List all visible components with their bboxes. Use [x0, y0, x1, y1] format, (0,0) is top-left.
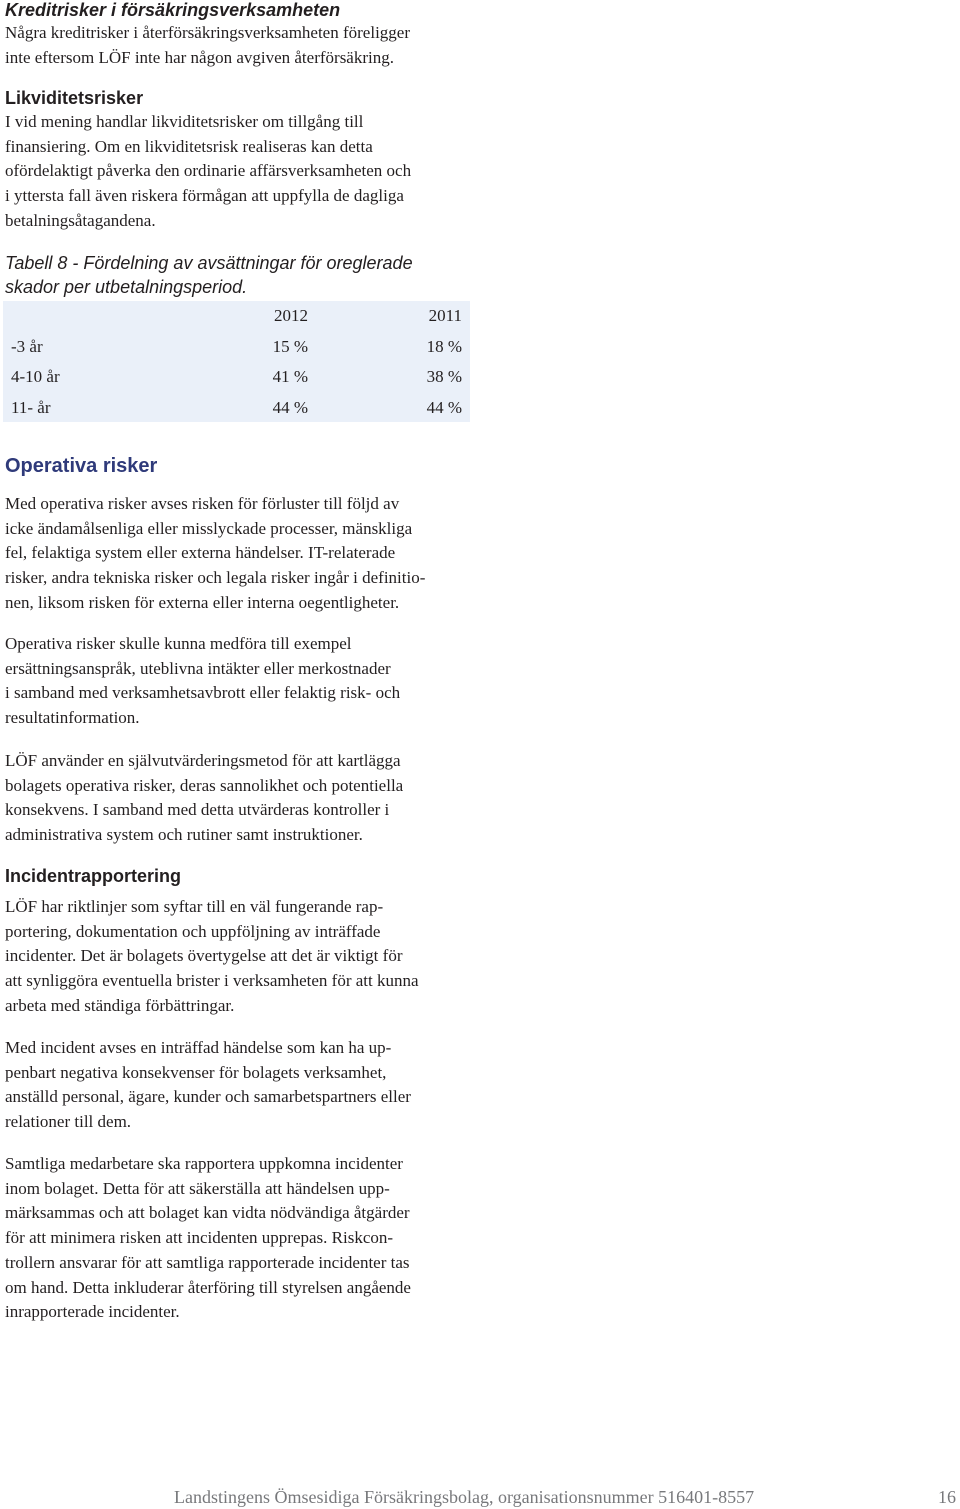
text-line: Några kreditrisker i återförsäkringsverksamheten föreligger [5, 23, 410, 42]
cell-2011: 38 % [426, 367, 462, 386]
text-line: att synliggöra eventuella brister i verksamheten för att kunna [5, 971, 419, 991]
text-line: inrapporterade incidenter. [5, 1302, 180, 1322]
cell-2012: 41 % [272, 367, 308, 386]
text-line: inte eftersom LÖF inte har någon avgiven återförsäkring. [5, 47, 394, 67]
text-line: risker, andra tekniska risker och legala risker ingår i definitio- [5, 568, 426, 588]
text-line: trollern ansvarar för att samtliga rapporterade incidenter tas [5, 1252, 410, 1272]
row-label: 4-10 år [11, 367, 60, 386]
likviditetsrisker-heading: Likviditetsrisker [5, 88, 144, 108]
cell-2012: 44 % [272, 398, 308, 417]
distribution-table [3, 301, 470, 422]
table-caption [5, 251, 475, 299]
text-line: i samband med verksamhetsavbrott eller felaktig risk- och [5, 683, 401, 703]
text-line: Med incident avses en inträffad händelse som kan ha up- [5, 1038, 392, 1057]
text-line: arbeta med ständiga förbättringar. [5, 995, 235, 1015]
table-row [3, 332, 470, 362]
text-line: Samtliga medarbetare ska rapportera uppkomna incidenter [5, 1154, 403, 1173]
incident-p1 [5, 895, 475, 1019]
cell-2011: 44 % [426, 398, 462, 417]
cell-2011: 18 % [426, 337, 462, 356]
text-line: LÖF har riktlinjer som syftar till en väl fungerande rap- [5, 897, 384, 916]
text-line: om hand. Detta inkluderar återföring till styrelsen angående [5, 1277, 411, 1297]
page-number: 16 [938, 1487, 956, 1507]
header-2011: 2011 [428, 306, 462, 325]
row-label: -3 år [11, 337, 43, 356]
text-line: penbart negativa konsekvenser för bolagets verksamhet, [5, 1062, 387, 1082]
text-line: administrativa system och rutiner samt instruktioner. [5, 825, 363, 845]
text-line: konsekvens. I samband med detta utvärderas kontroller i [5, 800, 390, 820]
text-line: LÖF använder en självutvärderingsmetod för att kartlägga [5, 751, 401, 770]
operativa-p2 [5, 632, 475, 731]
likviditetsrisker-body [5, 110, 475, 234]
text-line: anställd personal, ägare, kunder och samarbetspartners eller [5, 1087, 411, 1107]
incidentrapportering-heading: Incidentrapportering [5, 866, 182, 886]
text-line: icke ändamålsenliga eller misslyckade processer, mänskliga [5, 518, 413, 538]
text-line: nen, liksom risken för externa eller interna oegentligheter. [5, 592, 400, 612]
cell-2012: 15 % [272, 337, 308, 356]
header-2012: 2012 [274, 306, 308, 325]
text-line: ersättningsanspråk, uteblivna intäkter eller merkostnader [5, 658, 391, 678]
caption-line: skador per utbetalningsperiod. [5, 277, 248, 297]
table-header-row [3, 301, 470, 331]
text-line: för att minimera risken att incidenten upprepas. Riskcon- [5, 1228, 394, 1248]
text-line: i yttersta fall även riskera förmågan att uppfylla de dagliga [5, 186, 404, 206]
table-row [3, 393, 470, 423]
text-line: Operativa risker skulle kunna medföra till exempel [5, 634, 352, 653]
row-label: 11- år [11, 398, 51, 417]
text-line: Med operativa risker avses risken för förluster till följd av [5, 494, 400, 513]
table-row [3, 362, 470, 392]
operativa-risker-title: Operativa risker [5, 455, 158, 477]
caption-line: Tabell 8 - Fördelning av avsättningar för oreglerade [5, 253, 413, 273]
kreditrisker-heading: Kreditrisker i försäkringsverksamheten [5, 0, 341, 20]
incident-p2 [5, 1036, 475, 1135]
kreditrisker-body [5, 21, 475, 70]
text-line: märksammas och att bolaget kan vidta nödvändiga åtgärder [5, 1203, 410, 1223]
incident-p3 [5, 1152, 475, 1325]
footer-company: Landstingens Ömsesidiga Försäkringsbolag, organisationsnummer 516401-8557 [174, 1487, 755, 1507]
operativa-p1 [5, 492, 475, 616]
text-line: fel, felaktiga system eller externa händelser. IT-relaterade [5, 543, 396, 563]
text-line: I vid mening handlar likviditetsrisker om tillgång till [5, 112, 364, 131]
text-line: betalningsåtagandena. [5, 210, 156, 230]
text-line: bolagets operativa risker, deras sannolikhet och potentiella [5, 775, 404, 795]
text-line: relationer till dem. [5, 1112, 132, 1132]
text-line: ofördelaktigt påverka den ordinarie affärsverksamheten och [5, 161, 412, 181]
text-line: resultatinformation. [5, 708, 140, 728]
text-line: incidenter. Det är bolagets övertygelse att det är viktigt för [5, 946, 403, 966]
text-line: inom bolaget. Detta för att säkerställa att händelsen upp- [5, 1178, 390, 1198]
text-line: portering, dokumentation och uppföljning av inträffade [5, 921, 381, 941]
operativa-p3 [5, 749, 475, 848]
text-line: finansiering. Om en likviditetsrisk realiseras kan detta [5, 136, 373, 156]
